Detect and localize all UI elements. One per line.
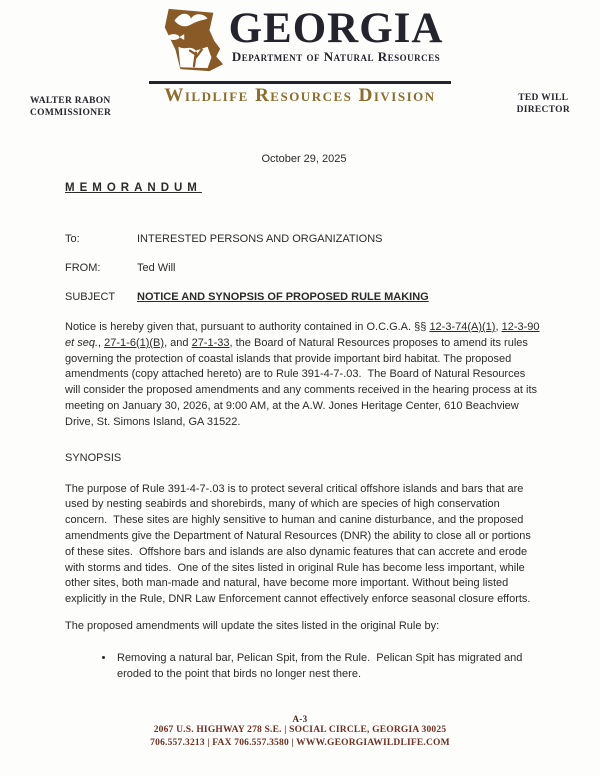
memo-row-from bbox=[65, 262, 543, 274]
dept-name: Department of Natural Resources bbox=[231, 48, 441, 64]
director-block bbox=[517, 93, 570, 116]
amendments-intro: The proposed amendments will update the sites listed in the original Rule by: bbox=[65, 619, 440, 632]
division-banner: Wildlife Resources Division bbox=[164, 85, 436, 106]
to-label: To: bbox=[65, 233, 80, 245]
date: October 29, 2025 bbox=[261, 153, 347, 165]
list-item-pelican-spit: • Removing a natural bar, Pelican Spit, from the Rule. Pelican Spit has migrated and eroded to the point that birds no longer nest there. bbox=[115, 651, 543, 683]
footer-contact: 706.557.3213 | FAX 706.557.3580 | WWW.GEORGIAWILDLIFE.COM bbox=[150, 737, 450, 748]
synopsis-heading: SYNOPSIS bbox=[65, 451, 122, 464]
memo-row-to bbox=[65, 233, 543, 245]
letterhead-divider bbox=[149, 81, 451, 84]
commissioner-title: COMMISSIONER bbox=[30, 107, 112, 118]
to-value: INTERESTED PERSONS AND ORGANIZATIONS bbox=[137, 233, 383, 245]
director-name: TED WILL bbox=[518, 93, 569, 103]
subject-value: NOTICE AND SYNOPSIS OF PROPOSED RULE MAKING bbox=[137, 291, 429, 303]
agency-letterhead bbox=[0, 0, 600, 107]
page-number: A-3 bbox=[292, 714, 308, 724]
memo-header-rows bbox=[65, 233, 543, 303]
commissioner-name: WALTER RABON bbox=[30, 96, 111, 106]
memo-row-subject bbox=[65, 291, 543, 303]
footer-address: 2067 U.S. HIGHWAY 278 S.E. | SOCIAL CIRCLE, GEORGIA 30025 bbox=[153, 725, 447, 735]
from-label: FROM: bbox=[65, 262, 101, 274]
from-value: Ted Will bbox=[137, 262, 176, 274]
page-footer bbox=[0, 714, 600, 749]
memo-body bbox=[65, 153, 543, 682]
notice-paragraph: Notice is hereby given that, pursuant to authority contained in O.C.G.A. §§ 12-3-74(A)(1), 12-3-90 et seq., 27-1-6(1)(B), and 27-1-33, the Board of Natural Resources proposes to amend its rules governing the protection of coastal islands that provide important bird habitat. The proposed amendments (copy attached hereto) are to Rule 391-4-7-.03. The Board of Natural Resources will consider the proposed amendments and any comments received in the hearing process at its meeting on January 30, 2026, at 9:00 AM, at the A.W. Jones Heritage Center, 610 Beachview Drive, St. Simons Island, GA 31522. bbox=[65, 321, 541, 428]
commissioner-block bbox=[30, 96, 111, 119]
georgia-state-seal-icon bbox=[157, 6, 227, 79]
subject-label: SUBJECT bbox=[65, 291, 116, 303]
director-title: DIRECTOR bbox=[516, 104, 570, 115]
memo-heading: MEMORANDUM bbox=[65, 182, 202, 194]
org-name: GEORGIA bbox=[228, 5, 444, 52]
amendments-list bbox=[65, 651, 543, 683]
synopsis-paragraph: The purpose of Rule 391-4-7-.03 is to protect several critical offshore islands and bars that are used by nesting seabirds and shorebirds, many of which are species of high conservation concern. These sites are highly sensitive to human and canine disturbance, and the proposed amendments give the Department of Natural Resources (DNR) the ability to close all or portions of these sites. Offshore bars and islands are also dynamic features that can accrete and erode with storms and tides. One of the sites listed in original Rule has become less important, while other sites, both man-made and natural, have become more important. Without being listed explicitly in the Rule, DNR Law Enforcement cannot effectively enforce seasonal closure efforts. bbox=[65, 482, 534, 606]
